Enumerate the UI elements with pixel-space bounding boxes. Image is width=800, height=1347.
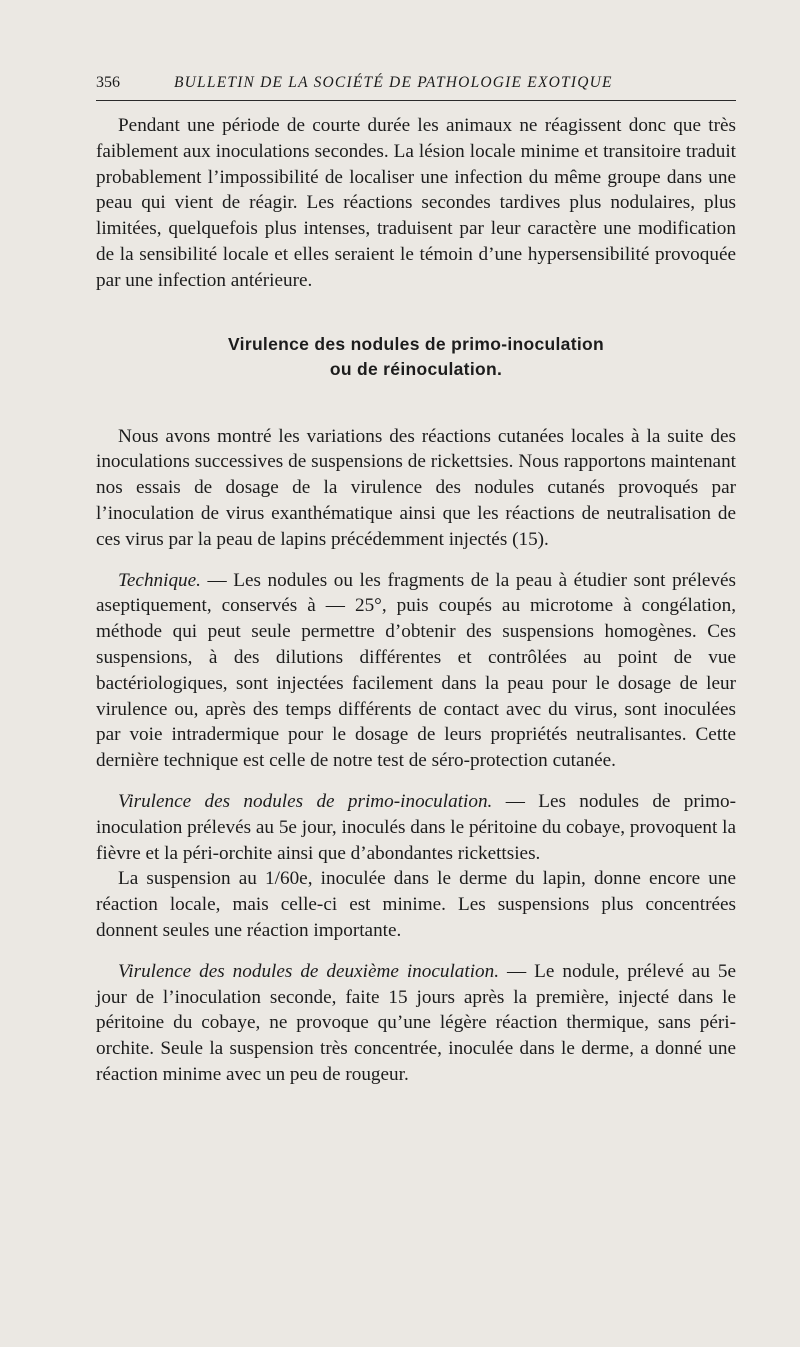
runin-technique: Technique.	[118, 569, 201, 591]
paragraph-technique	[96, 568, 736, 774]
runin-primo: Virulence des nodules de primo-inoculation.	[118, 790, 493, 812]
page-number: 356	[96, 74, 120, 91]
paragraph-2: Nous avons montré les variations des réactions cutanées locales à la suite des inoculations successives de suspensions de rickettsies. Nous rapportons maintenant nos essais de dosage de la virulence des nodules cutanés provoqués par l’inoculation de virus exanthématique ainsi que les réactions de neutralisation de ces virus par la peau de lapins précédemment injectés (15).	[96, 425, 736, 550]
paragraph-deuxieme	[96, 959, 736, 1088]
section-heading-line-2: ou de réinoculation.	[329, 358, 503, 379]
body-text	[96, 113, 736, 1103]
header-rule	[96, 100, 736, 101]
paragraph-deuxieme-text: — Le nodule, prélevé au 5e jour de l’inoculation seconde, faite 15 jours après la première, injecté dans le péritoine du cobaye, ne provoque qu’une légère réaction thermique, sans péri-orchite. Seule la suspension très concentrée, inoculée dans le derme, a donné une réaction minime avec un peu de rougeur.	[96, 960, 736, 1085]
paragraph-primo	[96, 789, 736, 866]
paragraph-technique-text: — Les nodules ou les fragments de la peau à étudier sont prélevés aseptiquement, conservés à — 25°, puis coupés au microtome à congélation, méthode qui peut seule permettre d’obtenir des suspensions homogènes. Ces suspensions, à des dilutions différentes et contrôlées au point de vue bactériologiques, sont injectées facilement dans la peau pour le dosage de leur virulence ou, après des temps différents de contact avec du virus, sont inoculées par voie intradermique pour le dosage de leurs propriétés neutralisantes. Cette dernière technique est celle de notre test de séro-protection cutanée.	[96, 569, 736, 772]
section-heading-line-1: Virulence des nodules de primo-inoculation	[228, 333, 604, 354]
paragraph-primo-text: — Les nodules de primo-inoculation prélevés au 5e jour, inoculés dans le péritoine du cobaye, provoquent la fièvre et la péri-orchite ainsi que d’abondantes rickettsies.	[96, 790, 736, 864]
section-heading	[96, 332, 736, 382]
page-header	[96, 71, 736, 95]
running-title: BULLETIN DE LA SOCIÉTÉ DE PATHOLOGIE EXOTIQUE	[174, 74, 613, 91]
runin-deuxieme: Virulence des nodules de deuxième inoculation.	[118, 960, 500, 982]
paragraph-1: Pendant une période de courte durée les animaux ne réagissent donc que très faiblement aux inoculations secondes. La lésion locale minime et transitoire traduit probablement l’impossibilité de localiser une infection du même groupe dans une peau qui vient de réagir. Les réactions secondes tardives plus nodulaires, plus limitées, quelquefois plus intenses, traduisent par leur caractère une modification de la sensibilité locale et elles seraient le témoin d’une hypersensibilité provoquée par une infection antérieure.	[96, 115, 736, 291]
paragraph-suspension: La suspension au 1/60e, inoculée dans le derme du lapin, donne encore une réaction locale, mais celle-ci est minime. Les suspensions plus concentrées donnent seules une réaction importante.	[96, 868, 736, 941]
